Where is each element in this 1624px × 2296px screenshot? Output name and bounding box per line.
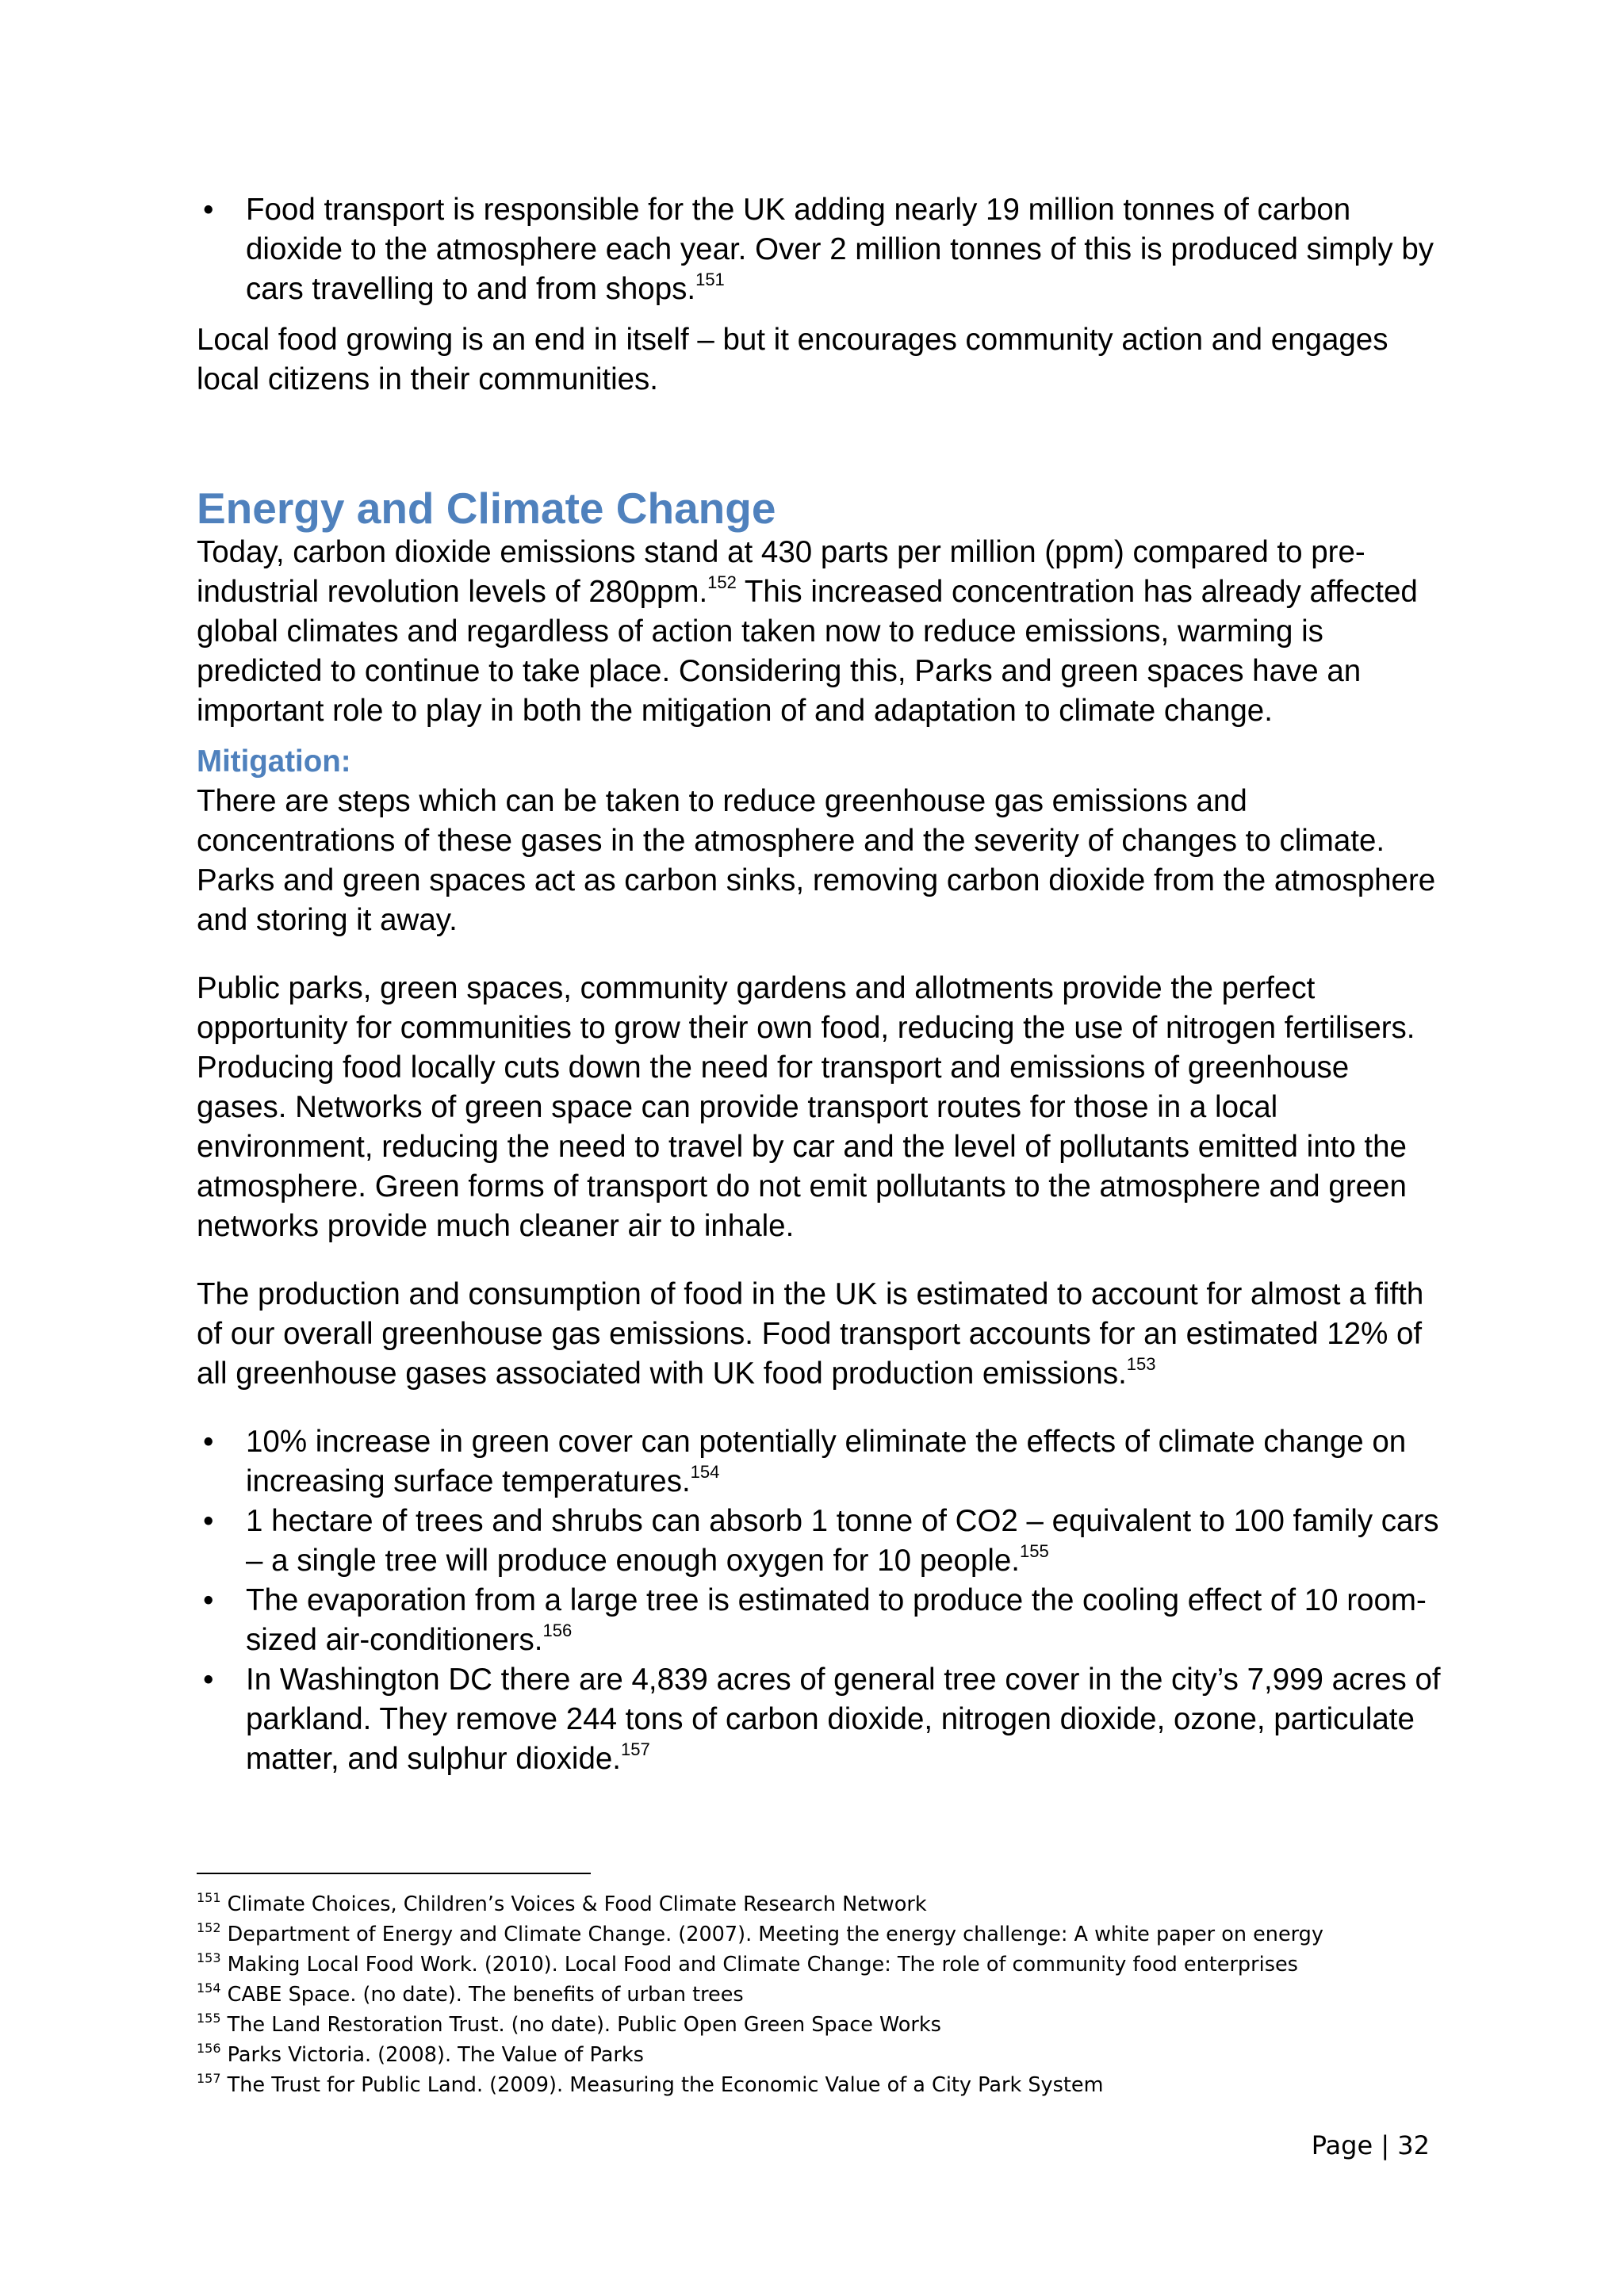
footnote-ref: 152 <box>707 572 737 592</box>
mitigation-paragraph-2: Public parks, green spaces, community gardens and allotments provide the perfect opportunity for communities to grow their own food, reducing the use of nitrogen fertilisers. Producing food locally cuts down the need for transport and emissions of greenhouse gases. Networks of green space can provide transport routes for those in a local environment, reducing the need to travel by car and the level of pollutants emitted into the atmosphere. Green forms of transport do not emit pollutants to the atmosphere and green networks provide much cleaner air to inhale. <box>197 971 1415 1243</box>
paragraph-text: Today, carbon dioxide emissions stand at 430 parts per million (ppm) compared to pre-industrial revolution levels of 280ppm. <box>197 535 1365 609</box>
footnote <box>197 1919 1442 1950</box>
page-number: Page | 32 <box>1311 2130 1430 2160</box>
footnote-text: Parks Victoria. (2008). The Value of Parks <box>227 2043 644 2067</box>
footnote-number: 157 <box>197 2071 221 2086</box>
footnote-number: 156 <box>197 2041 221 2056</box>
footnote-ref: 157 <box>620 1739 650 1759</box>
bullet-icon: • <box>203 1425 214 1459</box>
footnote <box>197 1980 1442 2010</box>
footnote-number: 154 <box>197 1980 221 1996</box>
footnote-text: The Land Restoration Trust. (no date). Public Open Green Space Works <box>227 2013 941 2037</box>
footnote <box>197 2070 1442 2100</box>
footnote <box>197 1889 1442 1919</box>
bullet-icon: • <box>203 1663 214 1697</box>
mitigation-paragraph-1: There are steps which can be taken to reduce greenhouse gas emissions and concentrations of these gases in the atmosphere and the severity of changes to climate. Parks and green spaces act as carbon sinks, removing carbon dioxide from the atmosphere and storing it away. <box>197 784 1436 937</box>
footnote-ref: 154 <box>690 1462 720 1482</box>
top-bullet-list <box>197 190 1442 309</box>
footnote-text: Climate Choices, Children’s Voices & Food Climate Research Network <box>227 1892 927 1916</box>
footnotes <box>197 1889 1442 2100</box>
mitigation-bullet-list <box>197 1422 1442 1779</box>
bullet-text: In Washington DC there are 4,839 acres of general tree cover in the city’s 7,999 acres of parkland. They remove 244 tons of carbon dioxide, nitrogen dioxide, ozone, particulate matter, and sulphur dioxide. <box>246 1663 1441 1776</box>
footnote-ref: 155 <box>1020 1541 1049 1561</box>
footnote-text: Department of Energy and Climate Change. (2007). Meeting the energy challenge: A white paper on energy <box>227 1923 1323 1946</box>
section-heading: Energy and Climate Change <box>197 484 776 533</box>
footnote-number: 153 <box>197 1950 221 1965</box>
footnote-number: 152 <box>197 1920 221 1935</box>
footnote-ref: 156 <box>542 1621 573 1640</box>
bullet-text: 10% increase in green cover can potentially eliminate the effects of climate change on increasing surface temperatures. <box>246 1425 1407 1498</box>
list-item <box>197 1581 1442 1660</box>
footnote-text: CABE Space. (no date). The benefits of urban trees <box>227 1983 744 2007</box>
subsection-heading: Mitigation: <box>197 744 351 779</box>
intro-paragraph: Local food growing is an end in itself – but it encourages community action and engages local citizens in their communities. <box>197 323 1388 396</box>
footnote-text: Making Local Food Work. (2010). Local Food and Climate Change: The role of community food enterprises <box>227 1953 1298 1976</box>
bullet-text: Food transport is responsible for the UK adding nearly 19 million tonnes of carbon dioxide to the atmosphere each year. Over 2 million tonnes of this is produced simply by cars travelling to and from shops. <box>246 193 1434 306</box>
list-item <box>197 1422 1442 1502</box>
paragraph-text: This increased concentration has already affected global climates and regardless of action taken now to reduce emissions, warming is predicted to continue to take place. Considering this, Parks and green spaces have an important role to play in both the mitigation of and adaptation to climate change. <box>197 575 1418 728</box>
bullet-icon: • <box>203 193 214 227</box>
page-body <box>197 190 1442 1779</box>
footnote-ref: 153 <box>1126 1354 1156 1374</box>
footnote-separator <box>197 1873 591 1874</box>
footnote-text: The Trust for Public Land. (2009). Measuring the Economic Value of a City Park System <box>227 2073 1104 2097</box>
bullet-icon: • <box>203 1583 214 1617</box>
footnote-number: 151 <box>197 1890 221 1905</box>
list-item <box>197 1502 1442 1581</box>
bullet-text: 1 hectare of trees and shrubs can absorb 1 tonne of CO2 – equivalent to 100 family cars – a single tree will produce enough oxygen for 10 people. <box>246 1504 1439 1578</box>
footnote-ref: 151 <box>695 270 725 289</box>
footnote <box>197 2010 1442 2040</box>
bullet-text: The evaporation from a large tree is estimated to produce the cooling effect of 10 room-sized air-conditioners. <box>246 1583 1427 1657</box>
bullet-icon: • <box>203 1504 214 1538</box>
footnote-number: 155 <box>197 2011 221 2026</box>
footnote <box>197 2040 1442 2070</box>
footnote <box>197 1950 1442 1980</box>
mitigation-paragraph-3 <box>197 1275 1442 1394</box>
list-item <box>197 190 1442 309</box>
list-item <box>197 1660 1442 1779</box>
paragraph-text: The production and consumption of food in the UK is estimated to account for almost a fifth of our overall greenhouse gas emissions. Food transport accounts for an estimated 12% of all greenhouse gases associated with UK food production emissions. <box>197 1277 1424 1391</box>
section-paragraph <box>197 533 1442 731</box>
